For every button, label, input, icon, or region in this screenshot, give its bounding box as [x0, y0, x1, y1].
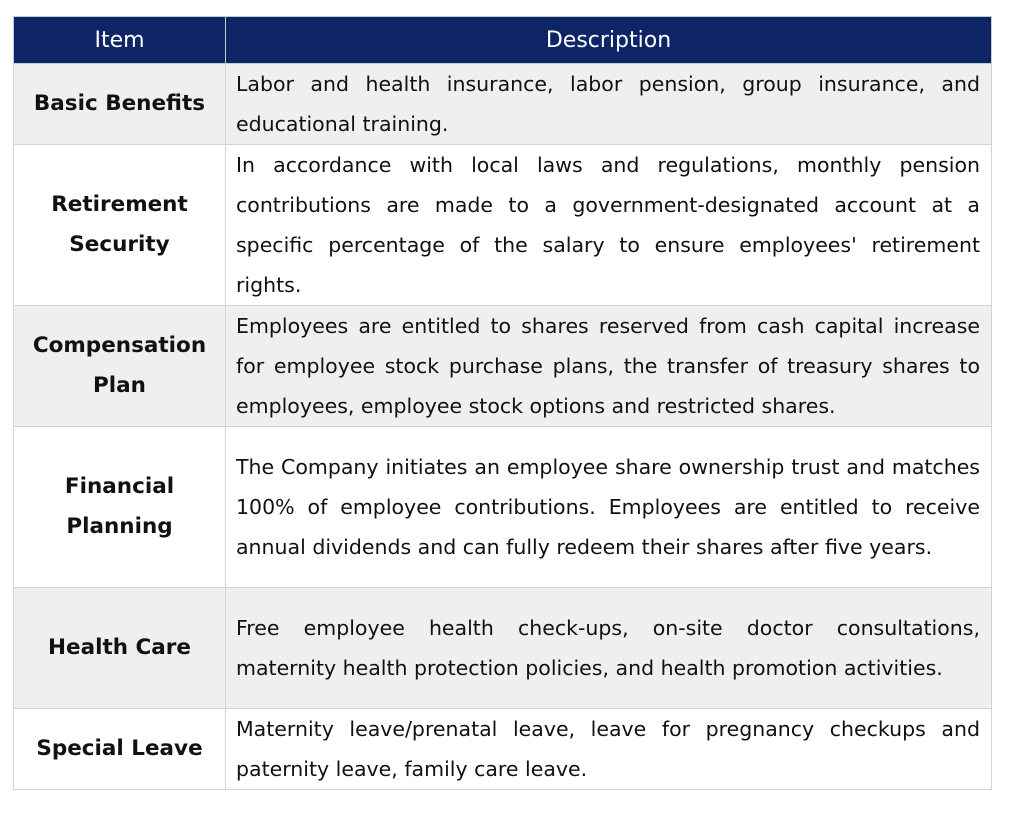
table-header-row	[14, 17, 992, 64]
row-item-basic-benefits: Basic Benefits	[14, 64, 226, 145]
row-description: Free employee health check-ups, on-site doctor consultations, maternity health protection policies, and health promotion activities.	[226, 588, 992, 709]
row-description: Labor and health insurance, labor pension, group insurance, and educational training.	[226, 64, 992, 145]
benefits-table	[13, 16, 992, 790]
benefits-table-container	[13, 16, 991, 790]
table-row	[14, 588, 992, 709]
row-description: The Company initiates an employee share ownership trust and matches 100% of employee contributions. Employees are entitled to receive annual dividends and can fully redeem their shares after five years.	[226, 427, 992, 588]
header-item: Item	[14, 17, 226, 64]
row-description: Maternity leave/prenatal leave, leave for pregnancy checkups and paternity leave, family care leave.	[226, 709, 992, 790]
header-description: Description	[226, 17, 992, 64]
table-row	[14, 427, 992, 588]
table-row	[14, 306, 992, 427]
table-row	[14, 709, 992, 790]
row-item-retirement-security: Retirement Security	[14, 145, 226, 306]
table-row	[14, 64, 992, 145]
row-description: In accordance with local laws and regulations, monthly pension contributions are made to a government-designated account at a specific percentage of the salary to ensure employees' retirement rights.	[226, 145, 992, 306]
row-item-compensation-plan: Compensation Plan	[14, 306, 226, 427]
table-row	[14, 145, 992, 306]
row-item-financial-planning: Financial Planning	[14, 427, 226, 588]
row-item-health-care: Health Care	[14, 588, 226, 709]
row-description: Employees are entitled to shares reserved from cash capital increase for employee stock purchase plans, the transfer of treasury shares to employees, employee stock options and restricted shares.	[226, 306, 992, 427]
row-item-special-leave: Special Leave	[14, 709, 226, 790]
